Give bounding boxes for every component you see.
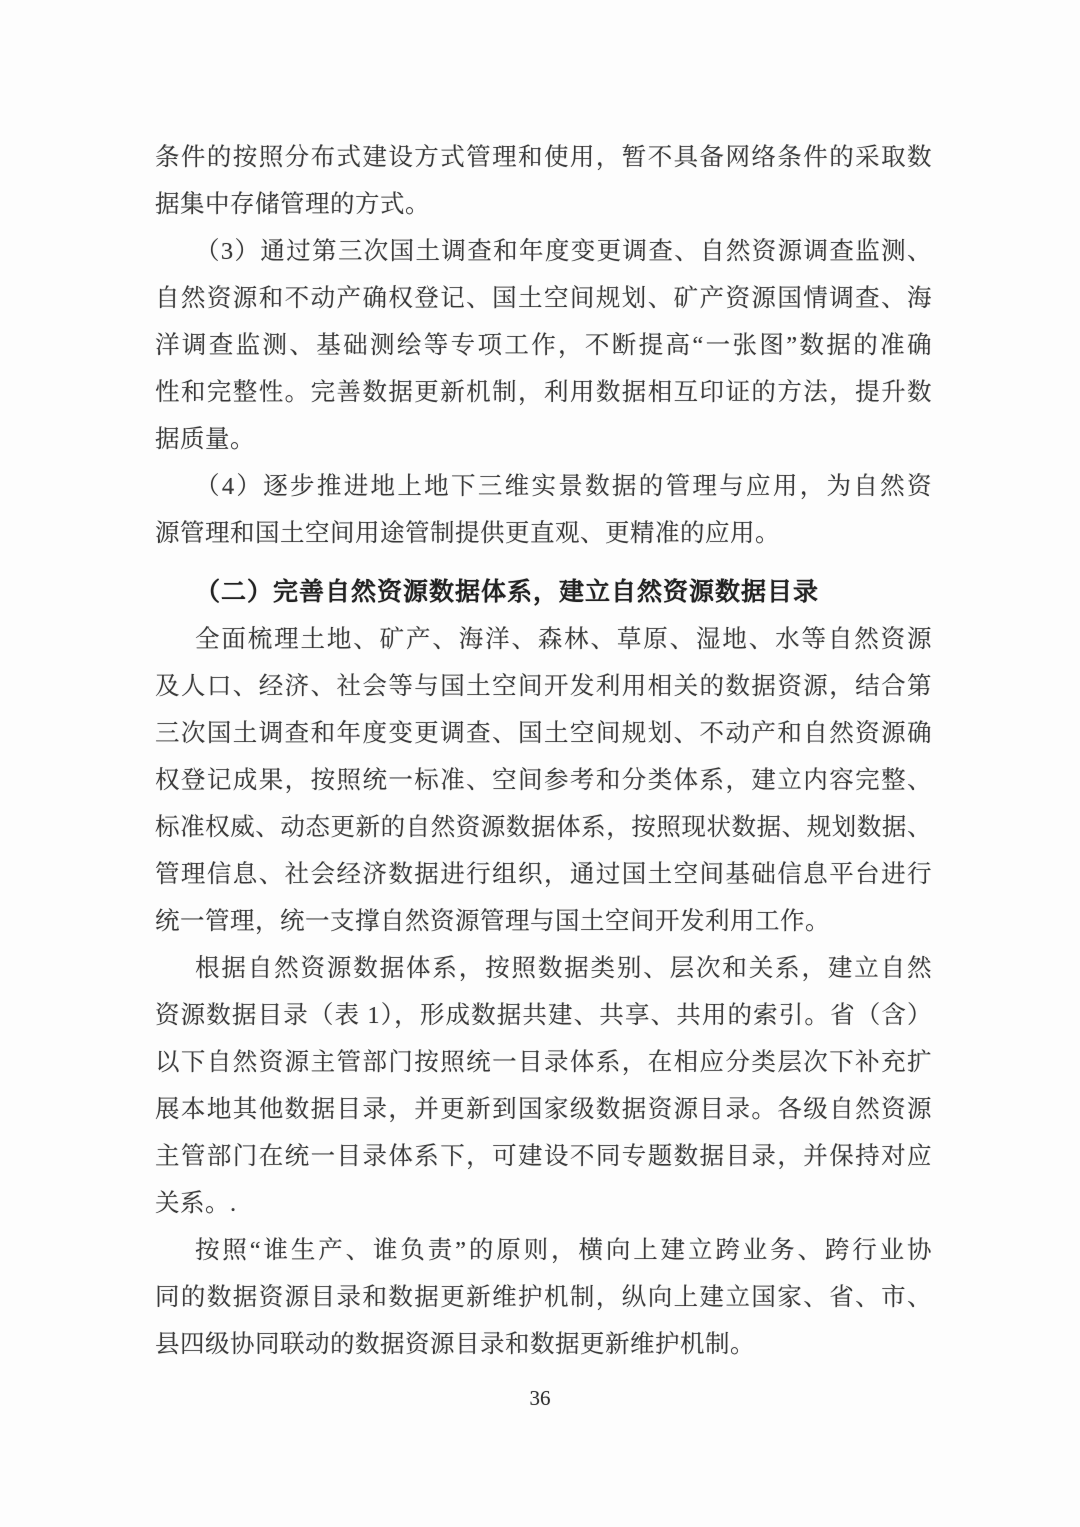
text-line: 全面梳理土地、矿产、海洋、森林、草原、湿地、水等自然资源 (195, 626, 932, 653)
text-line: （4）逐步推进地上地下三维实景数据的管理与应用，为自然资 (195, 473, 932, 500)
text-line: 展本地其他数据目录，并更新到国家级数据资源目录。各级自然资源 (155, 1096, 932, 1123)
text-line: 管理信息、社会经济数据进行组织，通过国土空间基础信息平台进行 (155, 861, 932, 888)
text-line: 统一管理，统一支撑自然资源管理与国土空间开发利用工作。 (155, 908, 830, 935)
text-line: 源管理和国土空间用途管制提供更直观、更精准的应用。 (155, 520, 780, 547)
text-line: 据集中存储管理的方式。 (155, 191, 430, 218)
text-line: 根据自然资源数据体系，按照数据类别、层次和关系，建立自然 (195, 955, 932, 982)
text-line: 条件的按照分布式建设方式管理和使用，暂不具备网络条件的采取数 (155, 144, 932, 171)
text-line: 主管部门在统一目录体系下，可建设不同专题数据目录，并保持对应 (155, 1143, 932, 1170)
text-line: 按照“谁生产、谁负责”的原则，横向上建立跨业务、跨行业协 (195, 1237, 932, 1264)
text-line: （3）通过第三次国土调查和年度变更调查、自然资源调查监测、 (195, 238, 932, 265)
section-heading: （二）完善自然资源数据体系，建立自然资源数据目录 (195, 578, 820, 606)
page-number: 36 (529, 1386, 551, 1410)
text-line: 性和完整性。完善数据更新机制，利用数据相互印证的方法，提升数 (155, 379, 932, 406)
text-line: 及人口、经济、社会等与国土空间开发利用相关的数据资源，结合第 (155, 673, 932, 700)
text-line: 据质量。 (155, 426, 255, 453)
document-body (155, 134, 932, 1368)
text-line: 资源数据目录（表 1），形成数据共建、共享、共用的索引。省（含） (155, 1002, 932, 1029)
text-line: 标准权威、动态更新的自然资源数据体系，按照现状数据、规划数据、 (155, 814, 932, 841)
text-line: 权登记成果，按照统一标准、空间参考和分类体系，建立内容完整、 (155, 767, 932, 794)
text-line: 同的数据资源目录和数据更新维护机制，纵向上建立国家、省、市、 (155, 1284, 932, 1311)
text-line: 以下自然资源主管部门按照统一目录体系，在相应分类层次下补充扩 (155, 1049, 932, 1076)
text-line: 关系。. (155, 1190, 237, 1217)
text-line: 洋调查监测、基础测绘等专项工作，不断提高“一张图”数据的准确 (155, 332, 932, 359)
text-line: 县四级协同联动的数据资源目录和数据更新维护机制。 (155, 1331, 755, 1358)
text-line: 三次国土调查和年度变更调查、国土空间规划、不动产和自然资源确 (155, 720, 932, 747)
text-line: 自然资源和不动产确权登记、国土空间规划、矿产资源国情调查、海 (155, 285, 932, 312)
